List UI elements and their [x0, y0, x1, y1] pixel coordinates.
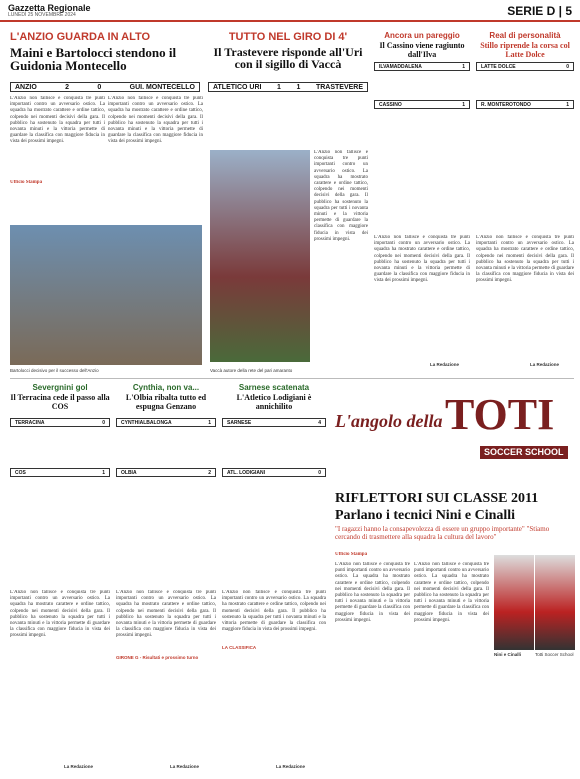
toti-article — [335, 492, 575, 541]
away-team: GUI. MONTECELLO — [129, 83, 195, 91]
scoreboard-home — [476, 62, 574, 71]
body-text: L'Anzio non fallisce e conquista tre punti importanti contro un avversario ostico. La squadra ha mostrato carattere e ordine tattico, colpendo nei momenti decisivi della gara. Il pubblico ha sostenuto la squadra per tutti i novanta minuti e la vittoria permette di guardare la classifica con maggiore fiducia in vista dei prossimi impegni. — [476, 235, 574, 284]
article-anzio — [10, 32, 210, 73]
scoreboard-home — [374, 62, 470, 71]
kicker: TUTTO NEL GIRO DI 4' — [228, 31, 348, 43]
section-label: SERIE D | 5 — [507, 4, 572, 18]
headline: Il Trastevere risponde all'Uri con il sigillo di Vaccà — [213, 44, 363, 72]
photo-nini — [494, 555, 534, 650]
standings-heading: LA CLASSIFICA — [222, 645, 257, 650]
kicker: Sarnese scatenata — [238, 383, 310, 392]
article-monterotondo — [476, 32, 574, 59]
body-text: L'Anzio non fallisce e conquista tre punti importanti contro un avversario ostico. La squadra ha mostrato carattere e ordine tattico, colpendo nei momenti decisivi della gara. Il pubblico ha sostenuto la squadra per tutti i novanta minuti e la vittoria permette di guardare la classifica con maggiore fiducia in vista dei prossimi impegni. — [335, 562, 410, 623]
photo-cinalli — [535, 555, 575, 650]
headline: L'Olbia ribalta tutto ed espugna Genzano — [125, 393, 207, 411]
article-terracina — [10, 384, 110, 411]
headline: Maini e Bartolocci stendono il Guidonia Montecello — [10, 44, 177, 74]
toti-brand: L'angolo della — [335, 411, 443, 431]
subtitle: Parlano i tecnici Nini e Cinalli — [335, 507, 516, 523]
scoreboard-home — [116, 418, 216, 427]
away-score: 1 — [566, 101, 569, 108]
scoreboard-home — [10, 418, 110, 427]
away-score: 1 — [102, 469, 105, 476]
home-team: ANZIO — [15, 83, 37, 91]
away-score: 1 — [462, 101, 465, 108]
scoreboard-away — [476, 100, 574, 109]
body-text: L'Anzio non fallisce e conquista tre punti importanti contro un avversario ostico. La squadra ha mostrato carattere e ordine tattico, colpendo nei momenti decisivi della gara. Il pubblico ha sostenuto la squadra per tutti i novanta minuti e la vittoria permette di guardare la classifica con maggiore fiducia in vista dei prossimi impegni. — [414, 562, 489, 623]
masthead — [0, 0, 580, 22]
kicker: Ancora un pareggio — [384, 31, 460, 40]
kicker: Real di personalità — [489, 31, 561, 40]
footer-credit: La Redazione — [276, 764, 306, 769]
footer-credit: La Redazione — [530, 362, 560, 367]
toti-banner — [335, 392, 575, 487]
kicker: Cynthia, non va... — [132, 383, 200, 392]
body-text: L'Anzio non fallisce e conquista tre punti importanti contro un avversario ostico. La squadra ha mostrato carattere e ordine tattico, colpendo nei momenti decisivi della gara. Il pubblico ha sostenuto la squadra per tutti i novanta minuti e la vittoria permette di guardare la classifica con maggiore fiducia in vista dei prossimi impegni. — [10, 590, 110, 639]
headline: Il Terracina cede il passo alla COS — [10, 393, 110, 411]
footer-credit: La Redazione — [430, 362, 460, 367]
scoreboard-away — [10, 468, 110, 477]
masthead-date: LUNEDÌ 25 NOVEMBRE 2024 — [8, 12, 76, 18]
toti-sub: SOCCER SCHOOL — [480, 446, 568, 459]
home-team: SARNESE — [227, 419, 252, 426]
headline: L'Atletico Lodigiani è annichilito — [236, 393, 312, 411]
masthead-logo: Gazzetta Regionale — [8, 3, 91, 13]
photo-vacca — [210, 150, 310, 362]
footer-credit: La Redazione — [64, 764, 94, 769]
away-team: CASSINO — [379, 101, 402, 108]
away-score: 0 — [318, 469, 321, 476]
pull-quote: "I ragazzi hanno la consapevolezza di essere un gruppo importante" "Stiamo cercando di trasmettere alla squadra la cultura del lavoro" — [335, 525, 550, 541]
article-trastevere — [208, 32, 368, 71]
article-sarnese — [222, 384, 326, 411]
away-score: 1 — [296, 83, 301, 91]
home-score: 4 — [318, 419, 321, 426]
article-olbia — [116, 384, 216, 411]
photo-anzio — [10, 225, 202, 365]
scoreboard-away — [374, 100, 470, 109]
scoreboard-home — [222, 418, 326, 427]
photo-caption-left: Nini e Cinalli — [494, 652, 522, 657]
body-text: L'Anzio non fallisce e conquista tre punti importanti contro un avversario ostico. La squadra ha mostrato carattere e ordine tattico, colpendo nei momenti decisivi della gara. Il pubblico ha sostenuto la squadra per tutti i novanta minuti e la vittoria permette di guardare la classifica con maggiore fiducia in vista dei prossimi impegni. — [116, 590, 216, 639]
home-score: 1 — [277, 83, 281, 91]
headline: Stillo riprende la corsa col Latte Dolce — [480, 41, 570, 59]
home-team: LATTE DOLCE — [481, 63, 516, 70]
home-score: 1 — [208, 419, 211, 426]
body-text: L'Anzio non fallisce e conquista tre punti importanti contro un avversario ostico. La squadra ha mostrato carattere e ordine tattico, colpendo nei momenti decisivi della gara. Il pubblico ha sostenuto la squadra per tutti i novanta minuti e la vittoria permette di guardare la classifica con maggiore fiducia in vista dei prossimi impegni. — [374, 235, 470, 284]
kicker: L'ANZIO GUARDA IN ALTO — [10, 31, 151, 43]
byline: Ufficio Stampa — [10, 180, 43, 185]
divider — [10, 378, 574, 379]
home-score: 2 — [65, 83, 70, 91]
home-team: ILVAMADDALENA — [379, 63, 422, 70]
away-team: COS — [15, 469, 26, 476]
away-team: TRASTEVERE — [315, 83, 363, 91]
results-heading: GIRONE G - Risultati e prossimo turno — [116, 655, 199, 660]
home-team: CYNTHIALBALONGA — [121, 419, 172, 426]
headline: RIFLETTORI SUI CLASSE 2011 — [335, 491, 539, 506]
away-score: 0 — [97, 83, 102, 91]
body-text: L'Anzio non fallisce e conquista tre punti importanti contro un avversario ostico. La squadra ha mostrato carattere e ordine tattico, colpendo nei momenti decisivi della gara. Il pubblico ha sostenuto la squadra per tutti i novanta minuti e la vittoria permette di guardare la classifica con maggiore fiducia in vista dei prossimi impegni. — [222, 590, 326, 633]
body-text: L'Anzio non fallisce e conquista tre punti importanti contro un avversario ostico. La squadra ha mostrato carattere e ordine tattico, colpendo nei momenti decisivi della gara. Il pubblico ha sostenuto la squadra per tutti i novanta minuti e la vittoria permette di guardare la classifica con maggiore fiducia in vista dei prossimi impegni. — [314, 150, 368, 242]
toti-name: TOTI — [445, 390, 555, 439]
away-score: 2 — [208, 469, 211, 476]
scoreboard-away — [116, 468, 216, 477]
photo-caption-right: Totti Soccer School — [535, 652, 574, 657]
byline: Ufficio Stampa — [335, 552, 368, 557]
article-cassino — [374, 32, 470, 59]
home-score: 0 — [566, 63, 569, 70]
photo-caption: Bartolocci decisivo per il successo dell'Anzio — [10, 368, 99, 373]
body-text: L'Anzio non fallisce e conquista tre punti importanti contro un avversario ostico. La squadra ha mostrato carattere e ordine tattico, colpendo nei momenti decisivi della gara. Il pubblico ha sostenuto la squadra per tutti i novanta minuti e la vittoria permette di guardare la classifica con maggiore fiducia in vista dei prossimi impegni. — [108, 96, 203, 145]
away-team: R. MONTEROTONDO — [481, 101, 531, 108]
scoreboard — [208, 82, 368, 92]
scoreboard — [10, 82, 200, 92]
scoreboard-away — [222, 468, 326, 477]
headline: Il Cassino viene ragiunto dall'Ilva — [379, 41, 465, 59]
home-score: 0 — [102, 419, 105, 426]
home-score: 1 — [462, 63, 465, 70]
home-team: ATLETICO URI — [213, 83, 262, 91]
photo-caption: Vaccà autore della rete del pari amaranto — [210, 368, 293, 373]
away-team: ATL. LODIGIANI — [227, 469, 265, 476]
footer-credit: La Redazione — [170, 764, 200, 769]
home-team: TERRACINA — [15, 419, 45, 426]
away-team: OLBIA — [121, 469, 137, 476]
kicker: Severgnini gol — [32, 383, 88, 392]
body-text: L'Anzio non fallisce e conquista tre punti importanti contro un avversario ostico. La squadra ha mostrato carattere e ordine tattico, colpendo nei momenti decisivi della gara. Il pubblico ha sostenuto la squadra per tutti i novanta minuti e la vittoria permette di guardare la classifica con maggiore fiducia in vista dei prossimi impegni. — [10, 96, 105, 145]
